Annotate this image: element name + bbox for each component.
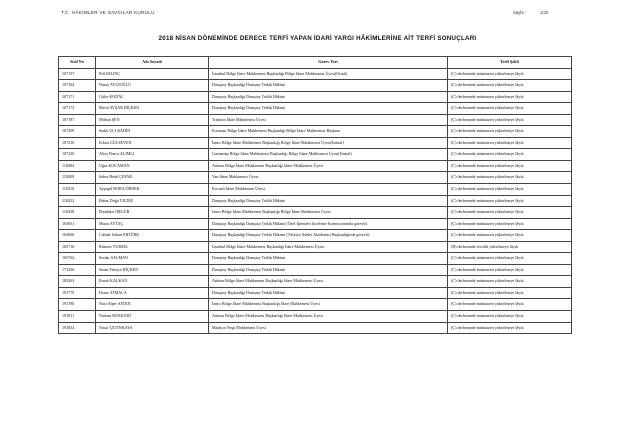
cell-duty-station: Ankara Bölge İdare Mahkemesi Başkanlığı İdare Mahkemesi Üyesi [209, 160, 448, 172]
cell-promotion-type: (B) derbeninde tercihli yükselmeye lâyık [448, 241, 572, 253]
cell-name: Murat AYTAÇ [96, 218, 209, 230]
cell-sicil-no: 191780 [59, 299, 96, 311]
table-row [59, 241, 572, 253]
cell-duty-station: Danıştay Başkanlığı Danıştay Tetkik Hâkimi (Özel İşlemleri İnceleme Komisyonunda görevli) [209, 218, 448, 230]
table-row [59, 253, 572, 265]
cell-duty-station: Danıştay Başkanlığı Danıştay Tetkik Hâkimi [209, 103, 448, 115]
table-row [59, 276, 572, 288]
cell-sicil-no: 107210 [59, 137, 96, 149]
table-row [59, 114, 572, 126]
table-row [59, 299, 572, 311]
cell-duty-station: Danıştay Başkanlığı Danıştay Tetkik Hâkimi [209, 80, 448, 92]
cell-promotion-type: (C) derbeninde mümtazen yükselmeye lâyık [448, 207, 572, 219]
page-label: Sayfa : [513, 10, 527, 15]
cell-name: Elif KILINÇ [96, 68, 209, 80]
cell-promotion-type: (C) derbeninde mümtazen yükselmeye lâyık [448, 172, 572, 184]
cell-sicil-no: 191834 [59, 322, 96, 334]
cell-sicil-no: 165762 [59, 253, 96, 265]
document-title: 2018 NİSAN DÖNEMİNDE DERECE TERFİ YAPAN İDARİ YARGI HÂKİMLERİNE AİT TERFİ SONUÇLARI [158, 35, 477, 42]
table-row [59, 218, 572, 230]
cell-name: Nurhan BOZKURT [96, 311, 209, 323]
cell-promotion-type: (C) derbeninde mümtazen yükselmeye lâyık [448, 114, 572, 126]
cell-duty-station: Malatya Vergi Mahkemesi Üyesi [209, 322, 448, 334]
cell-duty-station: Danıştay Başkanlığı Danıştay Tetkik Hâkimi [209, 287, 448, 299]
cell-sicil-no: 118422 [59, 195, 96, 207]
cell-sicil-no: 107164 [59, 80, 96, 92]
cell-promotion-type: (C) derbeninde mümtazen yükselmeye lâyık [448, 80, 572, 92]
cell-promotion-type: (C) derbeninde mümtazen yükselmeye lâyık [448, 160, 572, 172]
results-table [58, 56, 572, 334]
cell-promotion-type: (C) derbeninde mümtazen yükselmeye lâyık [448, 299, 572, 311]
organization-name: T.C. HÂKİMLER VE SAVCILAR KURULU [61, 10, 155, 15]
cell-name: Sinan Fahriye BİÇKEN [96, 264, 209, 276]
cell-promotion-type: (C) derbeninde mümtazen yükselmeye lâyık [448, 322, 572, 334]
table-row [59, 137, 572, 149]
cell-name: Rüstem VURSEL [96, 241, 209, 253]
cell-name: Nazi Alper AYDIN [96, 299, 209, 311]
cell-name: Mithan ŞEN [96, 114, 209, 126]
table-row [59, 322, 572, 334]
cell-promotion-type: (C) derbeninde mümtazen yükselmeye lâyık [448, 149, 572, 161]
cell-sicil-no: 163651 [59, 218, 96, 230]
column-header-promotion-type: Terfi Şekli [448, 57, 572, 69]
cell-duty-station: Van İdare Mahkemesi Üyesi [209, 172, 448, 184]
cell-name: Bahar Doğa YILDIZ [96, 195, 209, 207]
cell-sicil-no: 191779 [59, 287, 96, 299]
table-header-row [59, 57, 572, 69]
cell-promotion-type: (C) derbeninde mümtazen yükselmeye lâyık [448, 287, 572, 299]
cell-promotion-type: (C) derbeninde mümtazen yükselmeye lâyık [448, 276, 572, 288]
cell-name: Nuray AYCİOĞLU [96, 80, 209, 92]
cell-promotion-type: (C) derbeninde mümtazen yükselmeye lâyık [448, 137, 572, 149]
cell-duty-station: İstanbul Bölge İdare Mahkemesi Başkanlığı Bölge İdare Mahkemesi Üyesi(Ortalı) [209, 68, 448, 80]
cell-name: Meral AVŞAR BİÇKEN [96, 103, 209, 115]
table-body [59, 68, 572, 334]
cell-sicil-no: 173436 [59, 264, 96, 276]
cell-promotion-type: (C) derbeninde mümtazen yükselmeye lâyık [448, 68, 572, 80]
cell-duty-station: Ankara Bölge İdare Mahkemesi Başkanlığı İdare Mahkemesi Üyesi [209, 276, 448, 288]
cell-name: Ayşegül BORA ÖRNEK [96, 184, 209, 196]
cell-duty-station: Erzurum Bölge İdare Mahkemesi Başkanlığı Bölge İdare Mahkemesi Başkanı [209, 126, 448, 138]
cell-duty-station: Danıştay Başkanlığı Danıştay Tetkik Hâkimi [209, 253, 448, 265]
cell-duty-station: İzmir Bölge İdare Mahkemesi Başkanlığı İdare Mahkemesi Üyesi [209, 299, 448, 311]
cell-duty-station: Danıştay Başkanlığı Danıştay Tetkik Hâkimi [209, 91, 448, 103]
cell-sicil-no: 107220 [59, 149, 96, 161]
cell-duty-station: İstanbul Bölge İdare Mahkemesi Başkanlığı İdare Mahkemesi Üyesi [209, 241, 448, 253]
cell-promotion-type: (C) derbeninde mümtazen yükselmeye lâyık [448, 195, 572, 207]
cell-sicil-no: 107157 [59, 68, 96, 80]
table-row [59, 311, 572, 323]
table-row [59, 287, 572, 299]
cell-name: Uğur KOCAMAN [96, 160, 209, 172]
cell-name: Sadık ULUŞAHİN [96, 126, 209, 138]
cell-duty-station: Danıştay Başkanlığı Danıştay Tetkik Hâkimi [209, 195, 448, 207]
cell-name: Burak KALKAN [96, 276, 209, 288]
cell-name: Yusuf ÇETİNKAYA [96, 322, 209, 334]
cell-duty-station: Kocaeli İdare Mahkemesi Üyesi [209, 184, 448, 196]
table-row [59, 103, 572, 115]
cell-sicil-no: 118409 [59, 172, 96, 184]
cell-sicil-no: 165716 [59, 241, 96, 253]
cell-sicil-no: 118410 [59, 184, 96, 196]
table-row [59, 264, 572, 276]
cell-duty-station: Ankara Bölge İdare Mahkemesi Başkanlığı İdare Mahkemesi Üyesi [209, 311, 448, 323]
cell-sicil-no: 118438 [59, 207, 96, 219]
cell-name: Deniz ATMACA [96, 287, 209, 299]
cell-promotion-type: (C) derbeninde mümtazen yükselmeye lâyık [448, 103, 572, 115]
cell-promotion-type: (C) derbeninde mümtazen yükselmeye lâyık [448, 91, 572, 103]
cell-promotion-type: (C) derbeninde mümtazen yükselmeye lâyık [448, 253, 572, 265]
cell-duty-station: İzmir Bölge İdare Mahkemesi Başkanlığı Bölge İdare Mahkemesi Üyesi(İstinaf) [209, 137, 448, 149]
cell-duty-station: Gaziantep Bölge İdare Mahkemesi Başkanlığı Bölge İdare Mahkemesi Üyesi(İstinaf) [209, 149, 448, 161]
cell-name: Aliye Burcu ALIMLI [96, 149, 209, 161]
cell-sicil-no: 107173 [59, 103, 96, 115]
cell-sicil-no: 182263 [59, 276, 96, 288]
table-row [59, 80, 572, 92]
cell-name: Sabra Betül ÇINAR [96, 172, 209, 184]
table-row [59, 195, 572, 207]
table-row [59, 184, 572, 196]
cell-promotion-type: (C) derbeninde mümtazen yükselmeye lâyık [448, 230, 572, 242]
column-header-sicil-no: Sicil No [59, 57, 96, 69]
cell-name: Serdar SALMAN [96, 253, 209, 265]
cell-sicil-no: 163666 [59, 230, 96, 242]
cell-promotion-type: (C) derbeninde mümtazen yükselmeye lâyık [448, 184, 572, 196]
cell-duty-station: İzmir Bölge İdare Mahkemesi Başkanlığı Bölge İdare Mahkemesi Üyesi [209, 207, 448, 219]
table-row [59, 172, 572, 184]
cell-promotion-type: (C) derbeninde mümtazen yükselmeye lâyık [448, 126, 572, 138]
table-row [59, 68, 572, 80]
cell-sicil-no: 191811 [59, 311, 96, 323]
table-row [59, 126, 572, 138]
table-row [59, 149, 572, 161]
cell-duty-station: Trabzon İdare Mahkemesi Üyesi [209, 114, 448, 126]
table-row [59, 230, 572, 242]
table-row [59, 91, 572, 103]
cell-name: Erkan GÜLSEVEN [96, 137, 209, 149]
cell-sicil-no: 107187 [59, 114, 96, 126]
cell-sicil-no: 107171 [59, 91, 96, 103]
column-header-name: Adı Soyadı [96, 57, 209, 69]
table-row [59, 160, 572, 172]
table-row [59, 207, 572, 219]
cell-name: Güler KODAL [96, 91, 209, 103]
page-number [513, 10, 548, 15]
column-header-duty-station: Görev Yeri [209, 57, 448, 69]
cell-sicil-no: 118404 [59, 160, 96, 172]
cell-sicil-no: 107208 [59, 126, 96, 138]
cell-promotion-type: (C) derbeninde mümtazen yükselmeye lâyık [448, 264, 572, 276]
cell-promotion-type: (C) derbeninde mümtazen yükselmeye lâyık [448, 218, 572, 230]
cell-name: Cahide Sultan ERTÜRK [96, 230, 209, 242]
cell-promotion-type: (C) derbeninde mümtazen yükselmeye lâyık [448, 311, 572, 323]
cell-duty-station: Danıştay Başkanlığı Danıştay Tetkik Hâkimi (Türkiye Adalet Akademisi Başkanlığında görevli) [209, 230, 448, 242]
page-value: 1/33 [540, 10, 549, 15]
cell-name: Ebubekir ÖRGÜR [96, 207, 209, 219]
cell-duty-station: Danıştay Başkanlığı Danıştay Tetkik Hâkimi [209, 264, 448, 276]
